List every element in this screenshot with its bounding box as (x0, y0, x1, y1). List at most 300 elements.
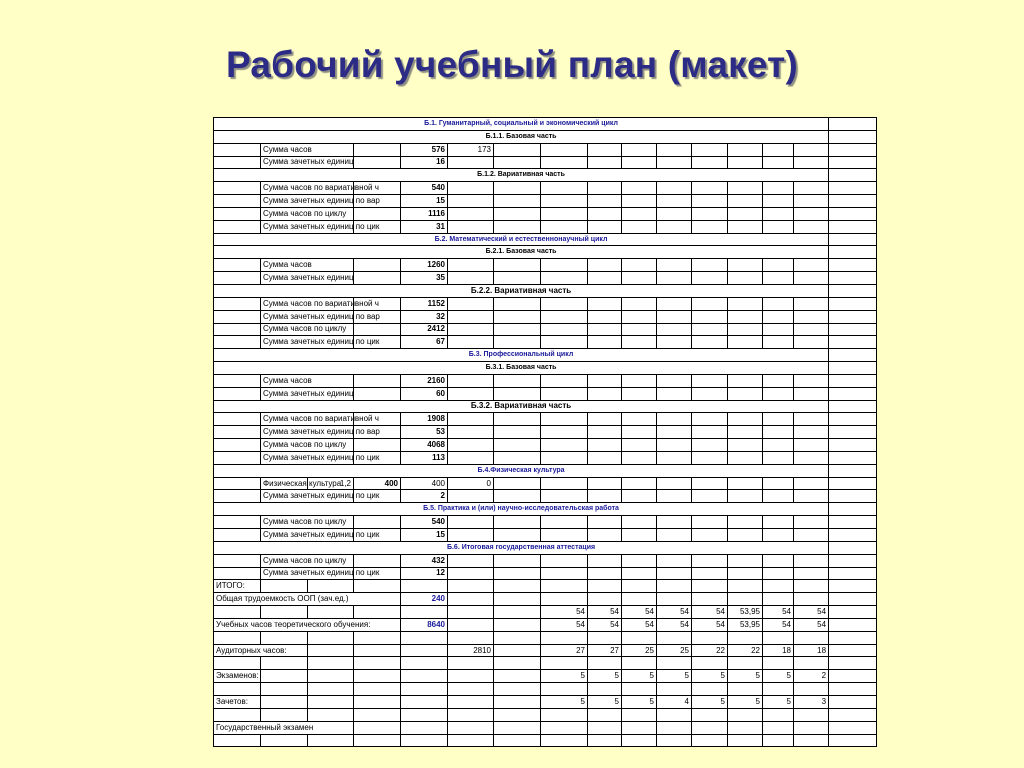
table-cell (214, 734, 261, 747)
week-value: 54 (657, 606, 692, 619)
table-row (214, 362, 877, 375)
table-cell (354, 272, 401, 285)
table-cell (763, 336, 794, 349)
table-cell (494, 182, 541, 195)
table-cell (794, 143, 829, 156)
table-cell (622, 490, 657, 503)
table-cell (448, 439, 494, 452)
table-cell (354, 606, 401, 619)
table-cell (692, 516, 728, 529)
table-cell (692, 259, 728, 272)
table-cell (657, 387, 692, 400)
table-cell (794, 593, 829, 606)
table-cell (214, 554, 261, 567)
table-cell (829, 734, 877, 747)
table-cell (622, 259, 657, 272)
table-cell (494, 336, 541, 349)
table-cell (829, 618, 877, 631)
table-cell (763, 580, 794, 593)
table-cell (494, 143, 541, 156)
table-cell (541, 477, 588, 490)
table-cell (261, 606, 308, 619)
table-cell (622, 143, 657, 156)
table-cell (829, 310, 877, 323)
table-cell (494, 644, 541, 657)
table-cell (588, 567, 622, 580)
section-header: Б.3.1. Базовая часть (214, 362, 829, 375)
table-row (214, 657, 877, 670)
table-cell (728, 451, 763, 464)
table-cell (354, 554, 401, 567)
table-cell (728, 439, 763, 452)
table-cell (261, 695, 308, 708)
table-cell (763, 516, 794, 529)
row-label: Сумма зачетных единиц по вар (261, 426, 354, 439)
week-value: 54 (622, 606, 657, 619)
table-cell (448, 606, 494, 619)
table-cell (728, 529, 763, 542)
table-cell (214, 490, 261, 503)
week-value: 54 (588, 618, 622, 631)
table-cell (728, 143, 763, 156)
table-row (214, 567, 877, 580)
table-cell (308, 708, 354, 721)
table-cell (588, 323, 622, 336)
table-cell (494, 451, 541, 464)
table-cell (622, 683, 657, 696)
table-cell (354, 631, 401, 644)
table-cell (588, 413, 622, 426)
table-cell (622, 182, 657, 195)
table-cell (794, 426, 829, 439)
table-cell (401, 670, 448, 683)
table-cell (541, 323, 588, 336)
table-cell (541, 516, 588, 529)
table-cell (541, 220, 588, 233)
table-cell (214, 272, 261, 285)
table-cell (622, 631, 657, 644)
table-cell (308, 580, 354, 593)
table-cell (261, 631, 308, 644)
table-cell (354, 143, 401, 156)
table-cell (494, 310, 541, 323)
table-cell (692, 490, 728, 503)
table-cell (541, 413, 588, 426)
table-cell (692, 426, 728, 439)
table-cell (829, 631, 877, 644)
row-value: 113 (401, 451, 448, 464)
table-cell (728, 297, 763, 310)
table-row (214, 541, 877, 554)
row-label: Сумма часов (261, 259, 354, 272)
table-cell (622, 554, 657, 567)
table-cell (728, 207, 763, 220)
table-cell (657, 721, 692, 734)
table-cell (214, 374, 261, 387)
row-value: 31 (401, 220, 448, 233)
table-cell (728, 272, 763, 285)
table-cell (541, 336, 588, 349)
row-label: Сумма зачетных единиц по цик (261, 451, 354, 464)
table-row (214, 451, 877, 464)
row-value: 540 (401, 182, 448, 195)
table-cell (692, 182, 728, 195)
table-cell (448, 156, 494, 169)
table-cell (763, 734, 794, 747)
table-cell (588, 708, 622, 721)
table-row (214, 734, 877, 747)
table-cell (794, 323, 829, 336)
table-cell (794, 413, 829, 426)
table-cell (541, 554, 588, 567)
table-cell (763, 567, 794, 580)
table-cell (541, 439, 588, 452)
table-cell (588, 259, 622, 272)
table-cell (494, 413, 541, 426)
row-value: 35 (401, 272, 448, 285)
table-cell (794, 554, 829, 567)
table-cell (728, 567, 763, 580)
table-cell (829, 567, 877, 580)
table-cell (763, 182, 794, 195)
week-value: 54 (588, 606, 622, 619)
table-row (214, 259, 877, 272)
table-cell (448, 323, 494, 336)
table-cell (622, 195, 657, 208)
table-cell (763, 477, 794, 490)
row-value: 1260 (401, 259, 448, 272)
table-cell (829, 246, 877, 259)
table-cell (794, 657, 829, 670)
table-cell (354, 708, 401, 721)
week-value: 53,95 (728, 606, 763, 619)
totals-label: Общая трудоемкость ООП (зач.ед.) (214, 593, 401, 606)
table-cell (622, 516, 657, 529)
table-cell (728, 490, 763, 503)
table-cell (354, 207, 401, 220)
table-cell (622, 439, 657, 452)
section-header: Б.4.Физическая культура (214, 464, 829, 477)
table-cell (622, 336, 657, 349)
table-cell (763, 207, 794, 220)
table-cell (622, 272, 657, 285)
table-cell (728, 477, 763, 490)
table-cell (622, 207, 657, 220)
week-value: 54 (541, 618, 588, 631)
table-cell (494, 554, 541, 567)
row-value: 15 (401, 195, 448, 208)
row-value: 60 (401, 387, 448, 400)
table-row (214, 503, 877, 516)
row-value: 16 (401, 156, 448, 169)
table-cell (448, 374, 494, 387)
section-header: Б.1. Гуманитарный, социальный и экономический цикл (214, 118, 829, 131)
table-row (214, 272, 877, 285)
week-value: 5 (541, 695, 588, 708)
table-cell (657, 580, 692, 593)
table-cell (354, 721, 401, 734)
table-cell (588, 631, 622, 644)
table-cell (657, 516, 692, 529)
table-cell (657, 554, 692, 567)
table-row (214, 490, 877, 503)
week-value: 22 (692, 644, 728, 657)
table-cell (692, 554, 728, 567)
table-cell (829, 541, 877, 554)
table-row (214, 580, 877, 593)
table-cell (692, 413, 728, 426)
table-cell (692, 387, 728, 400)
week-value: 22 (728, 644, 763, 657)
table-cell (692, 477, 728, 490)
table-cell (692, 310, 728, 323)
curriculum-table (213, 117, 877, 747)
row-label: Сумма часов (261, 143, 354, 156)
table-cell (354, 439, 401, 452)
table-row (214, 708, 877, 721)
week-value: 54 (622, 618, 657, 631)
row-extra: 0 (448, 477, 494, 490)
row-value: 4068 (401, 439, 448, 452)
table-cell (541, 297, 588, 310)
section-header: Б.1.1. Базовая часть (214, 130, 829, 143)
table-cell (494, 387, 541, 400)
table-cell (657, 259, 692, 272)
table-row (214, 156, 877, 169)
table-row (214, 182, 877, 195)
table-cell (448, 387, 494, 400)
table-row (214, 529, 877, 542)
table-cell (448, 618, 494, 631)
table-cell (494, 374, 541, 387)
table-cell (541, 657, 588, 670)
table-cell (829, 721, 877, 734)
table-cell (214, 529, 261, 542)
table-cell (261, 670, 308, 683)
table-cell (448, 310, 494, 323)
table-row (214, 464, 877, 477)
table-cell (541, 182, 588, 195)
table-row (214, 310, 877, 323)
week-value: 5 (692, 670, 728, 683)
table-cell (829, 272, 877, 285)
table-cell (308, 670, 354, 683)
row-label: Сумма зачетных единиц по цик (261, 529, 354, 542)
table-cell (728, 721, 763, 734)
table-cell (494, 670, 541, 683)
table-cell (829, 259, 877, 272)
table-cell (588, 220, 622, 233)
table-cell (829, 387, 877, 400)
table-cell (448, 451, 494, 464)
table-cell (448, 195, 494, 208)
table-row (214, 631, 877, 644)
table-cell (794, 156, 829, 169)
totals-label: Учебных часов теоретического обучения: (214, 618, 401, 631)
week-value: 54 (692, 618, 728, 631)
table-cell (261, 580, 308, 593)
table-cell (588, 593, 622, 606)
table-cell (829, 143, 877, 156)
table-cell (448, 272, 494, 285)
table-cell (728, 156, 763, 169)
table-cell (829, 297, 877, 310)
table-cell (494, 695, 541, 708)
totals-label: Государственный экзамен (214, 721, 354, 734)
table-row (214, 336, 877, 349)
table-cell (728, 657, 763, 670)
table-cell (763, 657, 794, 670)
table-cell (657, 336, 692, 349)
table-cell (763, 593, 794, 606)
week-value: 5 (728, 695, 763, 708)
table-cell (541, 580, 588, 593)
table-row (214, 683, 877, 696)
week-value: 3 (794, 695, 829, 708)
table-cell (494, 323, 541, 336)
table-cell (494, 657, 541, 670)
table-cell (494, 721, 541, 734)
table-cell (829, 683, 877, 696)
table-cell (448, 670, 494, 683)
table-cell (308, 734, 354, 747)
week-value: 2 (794, 670, 829, 683)
table-cell (622, 657, 657, 670)
table-cell (829, 182, 877, 195)
table-cell (692, 336, 728, 349)
table-cell (692, 156, 728, 169)
table-cell (541, 683, 588, 696)
table-cell (728, 631, 763, 644)
table-cell (588, 683, 622, 696)
table-row (214, 477, 877, 490)
table-row (214, 644, 877, 657)
week-value: 5 (657, 670, 692, 683)
table-cell (308, 644, 354, 657)
row-value: 540 (401, 516, 448, 529)
table-cell (692, 220, 728, 233)
table-cell (794, 451, 829, 464)
table-cell (763, 554, 794, 567)
table-cell (692, 567, 728, 580)
week-value: 54 (541, 606, 588, 619)
table-cell (588, 310, 622, 323)
table-cell (657, 220, 692, 233)
table-cell (794, 477, 829, 490)
table-cell (622, 593, 657, 606)
row-label: Сумма зачетных единиц (261, 156, 354, 169)
table-cell (728, 683, 763, 696)
table-cell (401, 631, 448, 644)
table-cell (214, 439, 261, 452)
slide-title: Рабочий учебный план (макет) (225, 44, 799, 85)
table-row (214, 426, 877, 439)
table-cell (829, 400, 877, 413)
table-cell (763, 259, 794, 272)
table-cell (657, 156, 692, 169)
table-cell (763, 721, 794, 734)
table-row (214, 439, 877, 452)
table-cell (829, 323, 877, 336)
table-cell (214, 657, 261, 670)
table-cell (657, 657, 692, 670)
table-cell (692, 657, 728, 670)
table-cell (541, 426, 588, 439)
table-cell (448, 657, 494, 670)
table-cell (448, 567, 494, 580)
table-cell (588, 529, 622, 542)
table-cell (657, 683, 692, 696)
table-cell (622, 580, 657, 593)
section-header: Б.2.2. Вариативная часть (214, 284, 829, 297)
table-cell (448, 631, 494, 644)
table-cell (622, 721, 657, 734)
row-extra: 173 (448, 143, 494, 156)
table-cell (794, 631, 829, 644)
table-cell (829, 554, 877, 567)
section-header: Б.2.1. Базовая часть (214, 246, 829, 259)
table-cell (829, 644, 877, 657)
table-cell (657, 310, 692, 323)
table-cell (541, 272, 588, 285)
row-value: 1152 (401, 297, 448, 310)
table-cell (692, 297, 728, 310)
table-cell (794, 734, 829, 747)
table-row (214, 323, 877, 336)
table-cell (494, 580, 541, 593)
table-row (214, 721, 877, 734)
table-cell (261, 683, 308, 696)
section-header: Б.3. Профессиональный цикл (214, 349, 829, 362)
table-cell (588, 156, 622, 169)
table-cell (622, 529, 657, 542)
table-cell (829, 118, 877, 131)
table-cell (657, 631, 692, 644)
table-cell (692, 439, 728, 452)
table-cell (448, 580, 494, 593)
table-cell (657, 413, 692, 426)
table-cell (494, 477, 541, 490)
row-label: Сумма зачетных единиц по вар (261, 195, 354, 208)
table-cell (214, 477, 261, 490)
table-row (214, 143, 877, 156)
table-cell (588, 734, 622, 747)
row-label: Физическая культура (261, 477, 308, 490)
week-value: 5 (541, 670, 588, 683)
table-cell (541, 451, 588, 464)
week-value: 54 (763, 606, 794, 619)
table-cell (829, 426, 877, 439)
table-cell (588, 451, 622, 464)
table-cell (622, 708, 657, 721)
table-cell (448, 182, 494, 195)
table-cell (728, 554, 763, 567)
table-cell (763, 439, 794, 452)
row-label: Сумма часов по вариативной ч (261, 413, 354, 426)
table-cell (763, 631, 794, 644)
table-cell (829, 490, 877, 503)
table-row (214, 118, 877, 131)
table-cell (829, 169, 877, 182)
row-label: Сумма зачетных единиц по цик (261, 567, 354, 580)
table-cell (448, 721, 494, 734)
table-cell (692, 323, 728, 336)
row-label: Сумма часов по вариативной ч (261, 182, 354, 195)
table-cell (829, 374, 877, 387)
table-cell (541, 259, 588, 272)
week-value: 5 (588, 695, 622, 708)
table-cell (692, 631, 728, 644)
